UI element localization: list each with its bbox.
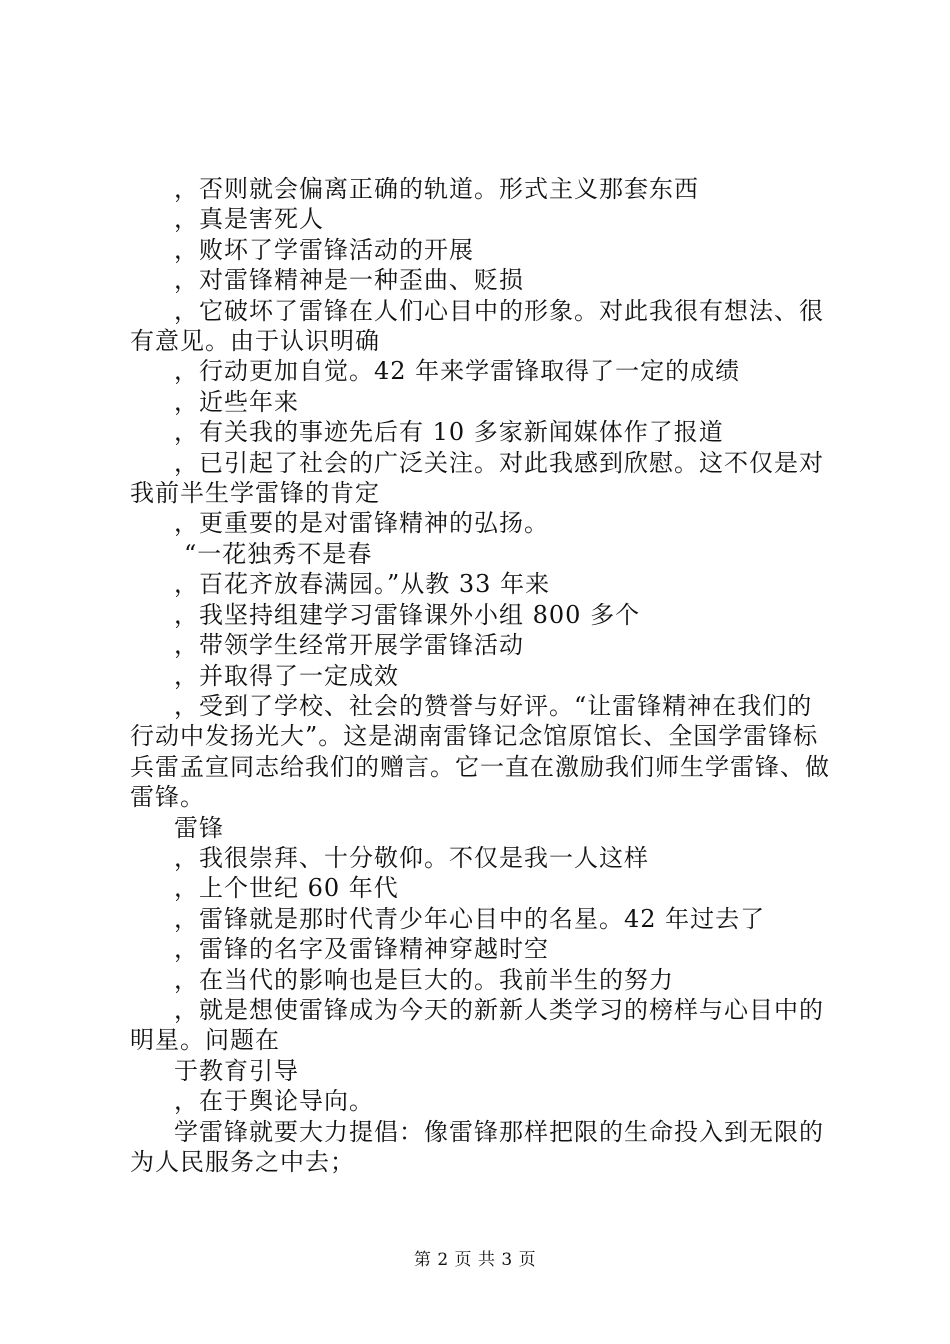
- paragraph: ，它破坏了雷锋在人们心目中的形象。对此我很有想法、很有意见。由于认识明确: [130, 296, 824, 356]
- paragraph: ，雷锋的名字及雷锋精神穿越时空: [174, 935, 549, 964]
- paragraph: ，雷锋就是那时代青少年心目中的名星。42 年过去了: [174, 904, 766, 933]
- paragraph: ，真是害死人: [174, 205, 324, 234]
- paragraph: ，就是想使雷锋成为今天的新新人类学习的榜样与心目中的明星。问题在: [130, 995, 824, 1055]
- paragraph: “一花独秀不是春: [184, 539, 373, 568]
- paragraph: ，我坚持组建学习雷锋课外小组 800 多个: [174, 600, 641, 629]
- page-footer: [0, 1245, 950, 1270]
- paragraph: 雷锋: [174, 813, 224, 842]
- paragraph: ，百花齐放春满园。”从教 33 年来: [174, 570, 551, 599]
- paragraph: ，近些年来: [174, 387, 299, 416]
- paragraph: ，带领学生经常开展学雷锋活动: [174, 631, 524, 660]
- paragraph: 于教育引导: [174, 1056, 299, 1085]
- paragraph: ，已引起了社会的广泛关注。对此我感到欣慰。这不仅是对我前半生学雷锋的肯定: [130, 448, 824, 508]
- paragraph: ，对雷锋精神是一种歪曲、贬损: [174, 266, 524, 295]
- page-number: 第 2 页 共 3 页: [413, 1250, 537, 1270]
- paragraph: ，我很崇拜、十分敬仰。不仅是我一人这样: [174, 843, 649, 872]
- paragraph: ，行动更加自觉。42 年来学雷锋取得了一定的成绩: [174, 357, 741, 386]
- paragraph: ，败坏了学雷锋活动的开展: [174, 235, 474, 264]
- paragraph: ，更重要的是对雷锋精神的弘扬。: [174, 509, 549, 538]
- paragraph: ，在当代的影响也是巨大的。我前半生的努力: [174, 965, 674, 994]
- paragraph: ，在于舆论导向。: [174, 1087, 374, 1116]
- paragraph: ，并取得了一定成效: [174, 661, 399, 690]
- document-body: [130, 174, 835, 1177]
- paragraph: ，有关我的事迹先后有 10 多家新闻媒体作了报道: [174, 418, 724, 447]
- paragraph: 学雷锋就要大力提倡：像雷锋那样把限的生命投入到无限的为人民服务之中去；: [130, 1117, 824, 1176]
- paragraph: ，否则就会偏离正确的轨道。形式主义那套东西: [174, 175, 699, 203]
- paragraph: ，上个世纪 60 年代: [174, 874, 399, 903]
- paragraph: ，受到了学校、社会的赞誉与好评。“让雷锋精神在我们的行动中发扬光大”。这是湖南雷锋记念馆原馆长、全国学雷锋标兵雷孟宣同志给我们的赠言。它一直在激励我们师生学雷锋、做雷锋。: [130, 691, 830, 812]
